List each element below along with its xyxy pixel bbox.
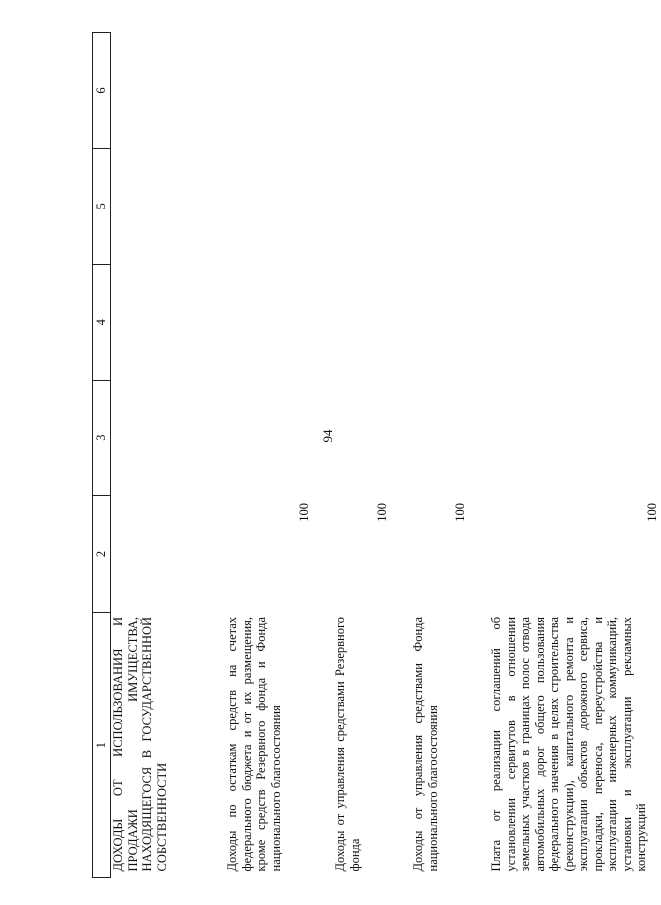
empty-cell xyxy=(391,148,469,264)
row-name: Доходы от управления средствами Резервного фонда xyxy=(333,616,362,872)
empty-cell xyxy=(111,264,206,380)
page-number: 94 xyxy=(320,429,335,443)
empty-cell xyxy=(205,33,313,149)
empty-cell xyxy=(469,380,661,495)
column-number-6: 6 xyxy=(93,33,111,149)
empty-cell xyxy=(205,264,313,380)
column-number-4: 4 xyxy=(93,264,111,380)
row-value xyxy=(111,495,206,613)
empty-cell xyxy=(313,33,391,149)
column-number-5: 5 xyxy=(93,148,111,264)
column-number-3: 3 xyxy=(93,380,111,495)
column-number-header-row xyxy=(93,33,111,878)
table-row xyxy=(391,33,469,878)
empty-cell xyxy=(111,33,206,149)
empty-cell xyxy=(313,380,391,495)
empty-cell xyxy=(313,264,391,380)
row-value: 100 xyxy=(452,503,467,522)
empty-cell xyxy=(469,264,661,380)
row-value: 100 xyxy=(644,503,659,522)
row-value: 100 xyxy=(296,503,311,522)
table-row xyxy=(111,33,206,878)
revenue-norms-table xyxy=(92,32,661,878)
column-number-1: 1 xyxy=(93,613,111,878)
empty-cell xyxy=(205,148,313,264)
row-value: 100 xyxy=(374,503,389,522)
empty-cell xyxy=(111,148,206,264)
column-number-2: 2 xyxy=(93,495,111,613)
empty-cell xyxy=(313,148,391,264)
empty-cell xyxy=(469,148,661,264)
table-row xyxy=(205,33,313,878)
row-name: Плата от реализации соглашений об установлении сервитутов в отношении земельных участков в границах полос отвода автомобильных дорог общего пользования федерального значения в целях строительства (реконструкции), капитального ремонта и эксплуатации объектов дорожного сервиса, прокладки, переноса, переустройства и эксплуатации инженерных коммуникаций, установки и эксплуатации рекламных конструкций xyxy=(489,616,648,872)
row-name: Доходы по остаткам средств на счетах федерального бюджета и от их размещения, кроме средств Резервного фонда и Фонда национального благосостояния xyxy=(225,616,283,872)
empty-cell xyxy=(111,380,206,495)
empty-cell xyxy=(391,264,469,380)
row-name-section-heading: ДОХОДЫ ОТ ИСПОЛЬЗОВАНИЯ И ПРОДАЖИ ИМУЩЕСТВА, НАХОДЯЩЕГОСЯ В ГОСУДАРСТВЕННОЙ СОБСТВЕННОСТИ xyxy=(111,616,169,872)
table-row xyxy=(313,33,391,878)
row-name: Доходы от управления средствами Фонда национального благосостояния xyxy=(411,616,440,872)
table-row xyxy=(469,33,661,878)
empty-cell xyxy=(205,380,313,495)
revenue-table-page xyxy=(92,32,659,878)
empty-cell xyxy=(469,33,661,149)
empty-cell xyxy=(391,380,469,495)
empty-cell xyxy=(391,33,469,149)
